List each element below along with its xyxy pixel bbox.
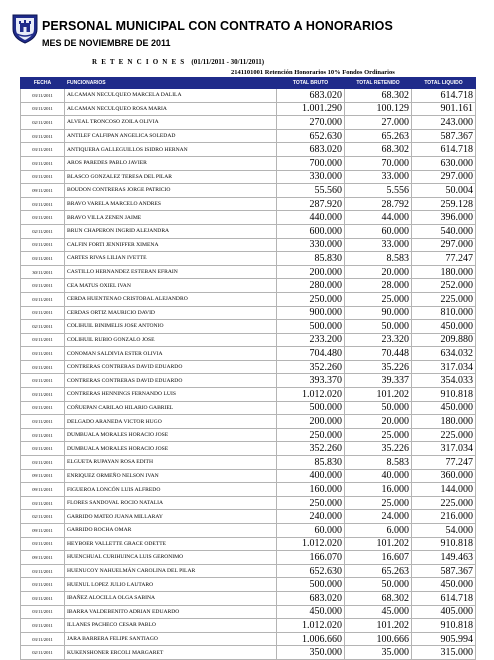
- row-total-bruto: 270.000: [277, 116, 345, 130]
- table-row: [21, 143, 476, 157]
- row-funcionario: COLIHUIL RUBIO GONZALO JOSE: [65, 333, 277, 347]
- table-row: [21, 496, 476, 510]
- row-funcionario: HUENUCOY NAHUELMÁN CAROLINA DEL PILAR: [65, 564, 277, 578]
- row-funcionario: CEA MATUS OXIEL IVAN: [65, 279, 277, 293]
- row-total-retenido: 101.202: [345, 619, 412, 633]
- row-total-liquido: 405.000: [412, 605, 476, 619]
- row-total-retenido: 45.000: [345, 605, 412, 619]
- row-funcionario: HEYBOER VALLETTE GRACE ODETTE: [65, 537, 277, 551]
- row-total-retenido: 25.000: [345, 428, 412, 442]
- table-row: [21, 320, 476, 334]
- row-total-liquido: 77.247: [412, 252, 476, 266]
- row-total-retenido: 23.320: [345, 333, 412, 347]
- row-total-bruto: 352.260: [277, 360, 345, 374]
- row-date: 03/11/2011: [21, 211, 65, 225]
- row-date: 03/11/2011: [21, 129, 65, 143]
- row-total-liquido: 77.247: [412, 456, 476, 470]
- row-total-retenido: 50.000: [345, 320, 412, 334]
- col-header-fecha: FECHA: [21, 78, 65, 89]
- row-funcionario: CARTES RIVAS LILIAN IVETTE: [65, 252, 277, 266]
- row-total-liquido: 587.367: [412, 564, 476, 578]
- row-funcionario: BRUN CHAPERON INGRID ALEJANDRA: [65, 224, 277, 238]
- row-total-retenido: 50.000: [345, 401, 412, 415]
- row-funcionario: BRAVO VILLA ZENEN JAIME: [65, 211, 277, 225]
- row-funcionario: KUKENSHONER ERCOLI MARGARET: [65, 646, 277, 660]
- row-total-bruto: 683.020: [277, 89, 345, 103]
- page-subtitle: MES DE NOVIEMBRE DE 2011: [42, 38, 171, 48]
- row-total-liquido: 450.000: [412, 320, 476, 334]
- table-row: [21, 428, 476, 442]
- row-total-bruto: 330.000: [277, 238, 345, 252]
- row-total-retenido: 16.607: [345, 551, 412, 565]
- row-date: 03/11/2011: [21, 333, 65, 347]
- row-funcionario: CONOMAN SALDIVIA ESTER OLIVIA: [65, 347, 277, 361]
- row-total-liquido: 630.000: [412, 156, 476, 170]
- table-row: [21, 333, 476, 347]
- table-row: [21, 646, 476, 660]
- row-total-liquido: 317.034: [412, 442, 476, 456]
- row-total-retenido: 68.302: [345, 89, 412, 103]
- row-date: 03/11/2011: [21, 442, 65, 456]
- row-total-retenido: 101.202: [345, 537, 412, 551]
- row-funcionario: ANTIQUERA GALLEGUILLOS ISIDRO HERNAN: [65, 143, 277, 157]
- row-total-bruto: 500.000: [277, 401, 345, 415]
- row-total-liquido: 450.000: [412, 401, 476, 415]
- row-total-retenido: 28.792: [345, 197, 412, 211]
- row-date: 02/11/2011: [21, 510, 65, 524]
- table-row: [21, 89, 476, 103]
- table-row: [21, 279, 476, 293]
- row-total-bruto: 1.012.020: [277, 537, 345, 551]
- table-row: [21, 415, 476, 429]
- honorarios-table: [20, 77, 476, 660]
- row-total-retenido: 16.000: [345, 483, 412, 497]
- row-total-liquido: 149.463: [412, 551, 476, 565]
- row-funcionario: BRAVO VARELA MARCELO ANDRES: [65, 197, 277, 211]
- row-total-retenido: 20.000: [345, 265, 412, 279]
- row-total-liquido: 354.033: [412, 374, 476, 388]
- row-total-liquido: 317.034: [412, 360, 476, 374]
- row-total-liquido: 910.818: [412, 537, 476, 551]
- table-row: [21, 388, 476, 402]
- table-row: [21, 442, 476, 456]
- row-total-retenido: 6.000: [345, 524, 412, 538]
- row-total-bruto: 704.480: [277, 347, 345, 361]
- row-total-bruto: 683.020: [277, 143, 345, 157]
- row-funcionario: DUMBUALA MORALES HORACIO JOSE: [65, 428, 277, 442]
- row-funcionario: ALCAMAN NECULQUEO MARCELA DALILA: [65, 89, 277, 103]
- table-row: [21, 551, 476, 565]
- row-total-retenido: 20.000: [345, 415, 412, 429]
- row-total-bruto: 166.070: [277, 551, 345, 565]
- table-row: [21, 510, 476, 524]
- row-date: 02/11/2011: [21, 224, 65, 238]
- row-total-bruto: 652.630: [277, 129, 345, 143]
- row-funcionario: ANTILEF CALFIPAN ANGELICA SOLEDAD: [65, 129, 277, 143]
- row-date: 03/11/2011: [21, 388, 65, 402]
- row-date: 03/11/2011: [21, 102, 65, 116]
- row-total-bruto: 60.000: [277, 524, 345, 538]
- table-row: [21, 156, 476, 170]
- row-total-retenido: 68.302: [345, 143, 412, 157]
- row-total-liquido: 810.000: [412, 306, 476, 320]
- row-date: 03/11/2011: [21, 279, 65, 293]
- row-funcionario: CONTRERAS CONTRERAS DAVID EDUARDO: [65, 360, 277, 374]
- row-total-retenido: 5.556: [345, 184, 412, 198]
- row-funcionario: IBARRA VALDEBENITO ADRIAN EDUARDO: [65, 605, 277, 619]
- table-row: [21, 619, 476, 633]
- row-total-liquido: 144.000: [412, 483, 476, 497]
- table-row: [21, 306, 476, 320]
- col-header-total-bruto: TOTAL BRUTO: [277, 78, 345, 89]
- row-date: 03/11/2011: [21, 632, 65, 646]
- row-date: 09/11/2011: [21, 524, 65, 538]
- row-funcionario: COLIHUIL BINIMELIS JOSE ANTONIO: [65, 320, 277, 334]
- table-row: [21, 591, 476, 605]
- row-funcionario: ALCAMAN NECULQUEO ROSA MARIA: [65, 102, 277, 116]
- table-row: [21, 252, 476, 266]
- row-total-bruto: 250.000: [277, 496, 345, 510]
- row-total-bruto: 440.000: [277, 211, 345, 225]
- row-date: 03/11/2011: [21, 374, 65, 388]
- row-total-bruto: 200.000: [277, 265, 345, 279]
- row-total-liquido: 225.000: [412, 496, 476, 510]
- table-body: [21, 89, 476, 660]
- row-date: 03/11/2011: [21, 238, 65, 252]
- table-header-row: [21, 78, 476, 89]
- row-date: 03/11/2011: [21, 428, 65, 442]
- row-total-retenido: 35.226: [345, 360, 412, 374]
- row-total-bruto: 700.000: [277, 156, 345, 170]
- row-total-retenido: 33.000: [345, 238, 412, 252]
- page-title: PERSONAL MUNICIPAL CON CONTRATO A HONORARIOS: [42, 19, 393, 33]
- row-date: 09/11/2011: [21, 184, 65, 198]
- row-date: 03/11/2011: [21, 197, 65, 211]
- row-total-bruto: 683.020: [277, 591, 345, 605]
- row-total-liquido: 180.000: [412, 265, 476, 279]
- row-total-retenido: 68.302: [345, 591, 412, 605]
- row-total-liquido: 614.718: [412, 591, 476, 605]
- table-row: [21, 374, 476, 388]
- row-total-retenido: 65.263: [345, 129, 412, 143]
- row-total-liquido: 614.718: [412, 143, 476, 157]
- row-total-bruto: 200.000: [277, 415, 345, 429]
- row-total-bruto: 85.830: [277, 456, 345, 470]
- row-total-retenido: 28.000: [345, 279, 412, 293]
- row-total-liquido: 540.000: [412, 224, 476, 238]
- row-date: 09/11/2011: [21, 469, 65, 483]
- row-total-bruto: 900.000: [277, 306, 345, 320]
- retenciones-period: (01/11/2011 - 30/11/2011): [191, 58, 265, 66]
- row-total-retenido: 101.202: [345, 388, 412, 402]
- row-funcionario: FLORES SANDOVAL ROCIO NATALIA: [65, 496, 277, 510]
- row-date: 09/11/2011: [21, 483, 65, 497]
- row-funcionario: COÑUEPAN CARILAO HILARIO GABRIEL: [65, 401, 277, 415]
- row-funcionario: DELGADO ARANEDA VICTOR HUGO: [65, 415, 277, 429]
- row-total-retenido: 39.337: [345, 374, 412, 388]
- row-funcionario: HUENUL LOPEZ JULIO LAUTARO: [65, 578, 277, 592]
- municipal-crest-icon: [11, 12, 39, 44]
- row-date: 03/11/2011: [21, 456, 65, 470]
- row-date: 03/11/2011: [21, 89, 65, 103]
- table-row: [21, 197, 476, 211]
- table-row: [21, 265, 476, 279]
- row-total-bruto: 287.920: [277, 197, 345, 211]
- table-row: [21, 184, 476, 198]
- row-total-bruto: 450.000: [277, 605, 345, 619]
- row-total-bruto: 500.000: [277, 578, 345, 592]
- row-date: 03/11/2011: [21, 591, 65, 605]
- table-row: [21, 116, 476, 130]
- table-row: [21, 238, 476, 252]
- row-total-bruto: 1.006.660: [277, 632, 345, 646]
- row-total-bruto: 55.560: [277, 184, 345, 198]
- row-total-liquido: 259.128: [412, 197, 476, 211]
- row-date: 03/11/2011: [21, 143, 65, 157]
- row-total-liquido: 297.000: [412, 170, 476, 184]
- row-total-liquido: 905.994: [412, 632, 476, 646]
- row-total-liquido: 216.000: [412, 510, 476, 524]
- row-total-bruto: 250.000: [277, 428, 345, 442]
- row-funcionario: IBAÑEZ ALOCILLA OLGA SABINA: [65, 591, 277, 605]
- row-total-retenido: 70.448: [345, 347, 412, 361]
- row-funcionario: BLASCO GONZALEZ TERESA DEL PILAR: [65, 170, 277, 184]
- row-total-bruto: 85.830: [277, 252, 345, 266]
- table-row: [21, 170, 476, 184]
- row-date: 03/11/2011: [21, 156, 65, 170]
- row-funcionario: CERDAS ORTIZ MAURICIO DAVID: [65, 306, 277, 320]
- table-row: [21, 524, 476, 538]
- table-row: [21, 537, 476, 551]
- col-header-funcionarios: FUNCIONARIOS: [65, 78, 277, 89]
- row-funcionario: CERDA HUENTENAO CRISTOBAL ALEJANDRO: [65, 292, 277, 306]
- row-funcionario: HUENCHUAL CURIHUINCA LUIS GERONIMO: [65, 551, 277, 565]
- table-row: [21, 401, 476, 415]
- row-total-retenido: 35.000: [345, 646, 412, 660]
- table-row: [21, 102, 476, 116]
- col-header-total-retenido: TOTAL RETENIDO: [345, 78, 412, 89]
- row-total-retenido: 40.000: [345, 469, 412, 483]
- row-total-liquido: 315.000: [412, 646, 476, 660]
- table-row: [21, 129, 476, 143]
- row-total-liquido: 243.000: [412, 116, 476, 130]
- row-funcionario: CALFIN FORTI JENNIFFER XIMENA: [65, 238, 277, 252]
- row-total-liquido: 252.000: [412, 279, 476, 293]
- row-funcionario: FIGUEROA LONCÓN LUIS ALFREDO: [65, 483, 277, 497]
- row-date: 02/11/2011: [21, 116, 65, 130]
- retenciones-label: R E T E N C I O N E S: [92, 58, 186, 66]
- table-row: [21, 578, 476, 592]
- row-total-bruto: 652.630: [277, 564, 345, 578]
- row-total-bruto: 233.200: [277, 333, 345, 347]
- row-date: 03/11/2011: [21, 578, 65, 592]
- row-funcionario: GARRIDO ROCHA OMAR: [65, 524, 277, 538]
- row-funcionario: ELGUETA RUPAYAN ROSA EDITH: [65, 456, 277, 470]
- row-total-retenido: 50.000: [345, 578, 412, 592]
- row-total-bruto: 393.370: [277, 374, 345, 388]
- row-total-liquido: 587.367: [412, 129, 476, 143]
- row-funcionario: ALVEAL TRONCOSO ZOILA OLIVIA: [65, 116, 277, 130]
- table-row: [21, 360, 476, 374]
- row-date: 30/11/2011: [21, 265, 65, 279]
- row-date: 03/11/2011: [21, 537, 65, 551]
- row-funcionario: BOUDON CONTRERAS JORGE PATRICIO: [65, 184, 277, 198]
- row-total-bruto: 1.012.020: [277, 619, 345, 633]
- row-date: 09/11/2011: [21, 551, 65, 565]
- table-row: [21, 605, 476, 619]
- row-total-liquido: 614.718: [412, 89, 476, 103]
- row-total-retenido: 100.666: [345, 632, 412, 646]
- row-funcionario: CASTILLO HERNANDEZ ESTEBAN EFRAIN: [65, 265, 277, 279]
- row-date: 02/11/2011: [21, 320, 65, 334]
- row-total-retenido: 100.129: [345, 102, 412, 116]
- row-total-retenido: 33.000: [345, 170, 412, 184]
- row-funcionario: AROS PAREDES PABLO JAVIER: [65, 156, 277, 170]
- row-total-retenido: 27.000: [345, 116, 412, 130]
- row-date: 03/11/2011: [21, 401, 65, 415]
- row-total-liquido: 50.004: [412, 184, 476, 198]
- row-date: 03/11/2011: [21, 306, 65, 320]
- row-total-liquido: 634.032: [412, 347, 476, 361]
- retenciones-heading: [92, 58, 264, 66]
- row-funcionario: CONTRERAS CONTRERAS DAVID EDUARDO: [65, 374, 277, 388]
- col-header-total-liquido: TOTAL LIQUIDO: [412, 78, 476, 89]
- row-funcionario: JARA BARRERA FELIPE SANTIAGO: [65, 632, 277, 646]
- row-date: 03/11/2011: [21, 605, 65, 619]
- row-total-liquido: 396.000: [412, 211, 476, 225]
- row-total-liquido: 450.000: [412, 578, 476, 592]
- row-date: 03/11/2011: [21, 619, 65, 633]
- row-total-bruto: 350.000: [277, 646, 345, 660]
- row-total-retenido: 44.000: [345, 211, 412, 225]
- row-total-retenido: 25.000: [345, 292, 412, 306]
- row-funcionario: ENRIQUEZ ORMEÑO NELSON IVAN: [65, 469, 277, 483]
- row-total-bruto: 160.000: [277, 483, 345, 497]
- row-date: 03/11/2011: [21, 360, 65, 374]
- row-total-liquido: 54.000: [412, 524, 476, 538]
- row-total-liquido: 209.880: [412, 333, 476, 347]
- account-heading: 2141101001 Retención Honorarios 10% Fondos Ordinarios: [231, 69, 395, 76]
- row-date: 03/11/2011: [21, 252, 65, 266]
- row-date: 03/11/2011: [21, 170, 65, 184]
- row-total-bruto: 330.000: [277, 170, 345, 184]
- row-total-retenido: 8.583: [345, 252, 412, 266]
- table-row: [21, 469, 476, 483]
- row-total-liquido: 360.000: [412, 469, 476, 483]
- row-date: 03/11/2011: [21, 292, 65, 306]
- row-total-liquido: 225.000: [412, 292, 476, 306]
- table-row: [21, 456, 476, 470]
- table-row: [21, 483, 476, 497]
- row-total-liquido: 225.000: [412, 428, 476, 442]
- row-total-retenido: 65.263: [345, 564, 412, 578]
- row-funcionario: ILLANES PACHECO CESAR PABLO: [65, 619, 277, 633]
- row-total-retenido: 90.000: [345, 306, 412, 320]
- row-total-retenido: 35.226: [345, 442, 412, 456]
- row-total-bruto: 600.000: [277, 224, 345, 238]
- row-total-liquido: 180.000: [412, 415, 476, 429]
- row-total-bruto: 1.001.290: [277, 102, 345, 116]
- row-total-liquido: 910.818: [412, 619, 476, 633]
- row-total-retenido: 8.583: [345, 456, 412, 470]
- row-total-retenido: 24.000: [345, 510, 412, 524]
- row-total-bruto: 240.000: [277, 510, 345, 524]
- row-total-bruto: 500.000: [277, 320, 345, 334]
- table-row: [21, 347, 476, 361]
- row-total-liquido: 901.161: [412, 102, 476, 116]
- row-date: 03/11/2011: [21, 496, 65, 510]
- row-total-retenido: 70.000: [345, 156, 412, 170]
- report-header: [0, 0, 494, 50]
- row-total-bruto: 280.000: [277, 279, 345, 293]
- row-total-liquido: 297.000: [412, 238, 476, 252]
- row-funcionario: DUMBUALA MORALES HORACIO JOSE: [65, 442, 277, 456]
- table-row: [21, 632, 476, 646]
- row-total-bruto: 250.000: [277, 292, 345, 306]
- row-total-liquido: 910.818: [412, 388, 476, 402]
- row-date: 03/11/2011: [21, 564, 65, 578]
- row-date: 03/11/2011: [21, 347, 65, 361]
- row-funcionario: CONTRERAS HENNINGS FERNANDO LUIS: [65, 388, 277, 402]
- table-row: [21, 564, 476, 578]
- table-row: [21, 211, 476, 225]
- row-total-bruto: 1.012.020: [277, 388, 345, 402]
- table-row: [21, 224, 476, 238]
- table-row: [21, 292, 476, 306]
- row-total-retenido: 25.000: [345, 496, 412, 510]
- row-total-bruto: 352.260: [277, 442, 345, 456]
- row-total-bruto: 400.000: [277, 469, 345, 483]
- row-total-retenido: 60.000: [345, 224, 412, 238]
- row-funcionario: GARRIDO MATEO JUANA MILLARAY: [65, 510, 277, 524]
- row-date: 03/11/2011: [21, 415, 65, 429]
- row-date: 02/11/2011: [21, 646, 65, 660]
